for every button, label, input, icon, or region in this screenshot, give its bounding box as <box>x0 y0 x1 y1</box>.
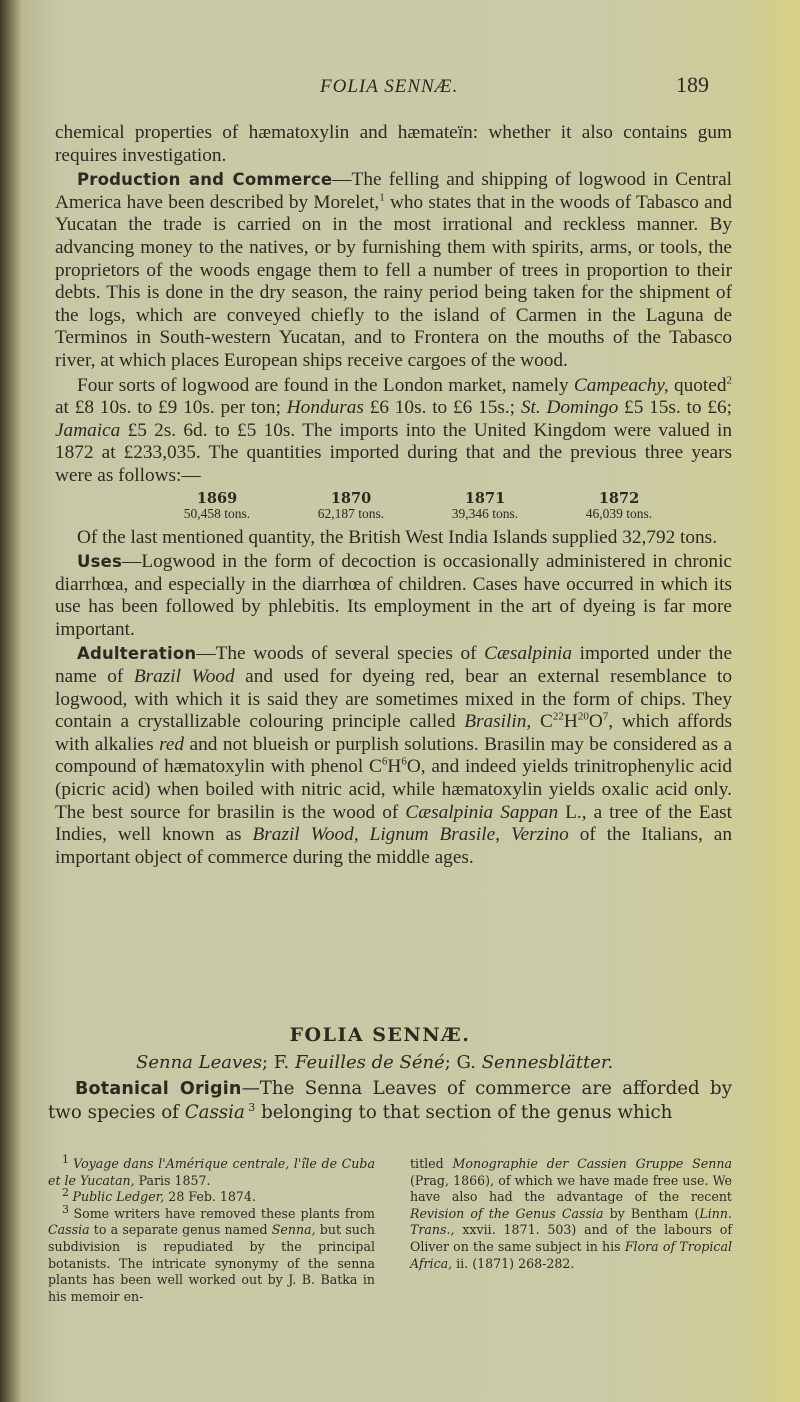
text-run: £6 10s. to £6 15s.; <box>363 397 521 419</box>
superscript: 20 <box>577 710 589 723</box>
paragraph <box>55 375 732 488</box>
run-in-heading: Botanical Origin <box>75 1079 242 1099</box>
superscript: 2 <box>62 1186 73 1199</box>
text-run: 28 Feb. 1874. <box>164 1189 256 1205</box>
superscript: 22 <box>552 710 564 723</box>
text-run: imported under the name of <box>55 643 732 688</box>
superscript: 6 <box>401 756 407 769</box>
text-run: O <box>588 711 603 733</box>
paragraph <box>55 169 732 372</box>
running-head-title: FOLIA SENNÆ. <box>320 76 459 97</box>
footnote <box>48 1186 375 1206</box>
italic-text: Flora of Tropical Africa, <box>410 1238 732 1271</box>
year-header: 1869 <box>196 489 238 507</box>
page-number: 189 <box>676 72 709 97</box>
footnote <box>410 1156 732 1272</box>
section-heading: FOLIA SENNÆ. <box>289 1024 471 1046</box>
italic-text: Jamaica <box>55 419 121 441</box>
text-run: (Prag, 1866), of which we have made free use. We have also had the advantage of the recent <box>410 1172 732 1205</box>
italic-text: Cassia <box>184 1102 245 1123</box>
paragraph <box>55 643 732 869</box>
paragraph <box>55 527 732 550</box>
italic-text: Voyage dans l'Amérique centrale, l'île de Cuba et le Yucatan, <box>48 1156 375 1188</box>
quantity-cell: 62,187 tons. <box>317 505 385 521</box>
italic-text: Senna Leaves <box>136 1052 263 1073</box>
botanical-origin-paragraph <box>48 1077 732 1124</box>
text-run: chemical properties of hæmatoxylin and hæmateïn: whether it also contains gum requires investigation. <box>55 122 732 166</box>
text-run: and used for dyeing red, bear an external resemblance to logwood, with which it is said they are sometimes mixed in the form of chips. They contain a crystallizable colouring principle called <box>55 666 732 733</box>
superscript: 7 <box>602 710 609 723</box>
italic-text: Feuilles de Séné <box>294 1052 445 1073</box>
quantity-cell: 39,346 tons. <box>451 505 519 521</box>
text-run: H <box>387 756 402 778</box>
text-run: of the Italians, an important object of commerce during the middle ages. <box>55 824 733 868</box>
text-run: Paris 1857. <box>134 1172 211 1188</box>
text-run: ; F. <box>262 1052 295 1073</box>
text-run: —The felling and shipping of logwood in Central America have been described by Morelet, <box>55 169 732 213</box>
text-run: titled <box>410 1156 453 1171</box>
text-run: quoted <box>668 374 727 396</box>
text-run: Of the last mentioned quantity, the British West India Islands supplied 32,792 tons. <box>77 526 718 548</box>
running-head <box>0 68 800 98</box>
synonyms-line <box>136 1052 732 1073</box>
year-header: 1871 <box>464 489 506 507</box>
superscript: 1 <box>379 191 385 204</box>
text-run: Four sorts of logwood are found in the London market, namely <box>77 374 574 396</box>
logwood-section-body <box>55 122 732 871</box>
italic-text: Brazil Wood, Lignum Brasile, Verzino <box>252 824 569 846</box>
superscript: 3 <box>62 1202 74 1216</box>
footnote <box>48 1152 375 1189</box>
imports-table <box>150 491 686 521</box>
text-run: to a separate genus named <box>89 1222 272 1238</box>
run-in-heading: Adulteration <box>77 644 197 664</box>
folia-sennae-section <box>48 1024 732 1124</box>
text-run: ; G. <box>444 1052 482 1073</box>
italic-text: Brazil Wood <box>133 666 235 688</box>
text-run: at £8 10s. to £9 10s. per ton; <box>55 397 287 419</box>
year-header: 1872 <box>598 489 640 507</box>
text-run: C <box>531 711 553 733</box>
paragraph <box>55 551 732 641</box>
text-run: L., a tree of the East Indies, well known as <box>55 801 732 846</box>
text-run: but such subdivision is repudiated by the principal botanists. The intricate synonymy of the senna plants has been well worked out by J. B. Batka in his memoir en- <box>48 1222 375 1304</box>
italic-text: Campeachy, <box>573 374 669 396</box>
italic-text: red <box>159 733 185 755</box>
text-run: —The Senna Leaves of commerce are afforded by two species of <box>48 1078 732 1123</box>
paragraph <box>55 122 732 167</box>
italic-text: Senna, <box>271 1222 316 1238</box>
text-run: by Bentham ( <box>603 1205 700 1221</box>
run-in-heading: Uses <box>77 552 123 572</box>
italic-text: Public Ledger, <box>72 1189 165 1205</box>
italic-text: Revision of the Genus Cassia <box>410 1205 604 1221</box>
superscript: 2 <box>726 374 732 387</box>
quantity-cell: 46,039 tons. <box>585 505 653 521</box>
superscript: 1 <box>62 1152 74 1166</box>
italic-text: Brasilin, <box>464 711 532 733</box>
italic-text: Cæsalpinia <box>484 643 573 665</box>
text-run: ii. (1871) 268-282. <box>452 1255 575 1271</box>
italic-text: Cassia <box>48 1222 90 1238</box>
footnotes-left-column <box>48 1152 375 1305</box>
text-run: H <box>563 711 578 733</box>
italic-text: Linn. Trans., <box>410 1205 732 1238</box>
footnote <box>48 1202 375 1306</box>
italic-text: St. Domingo <box>520 397 619 419</box>
text-run: xxvii. 1871. 503) and of the labours of Oliver on the same subject in his <box>410 1222 732 1254</box>
text-run: —Logwood in the form of decoction is occasionally administered in chronic diarrhœa, and especially in the diarrhœa of children. Cases have occurred in which its use has been followed by phlebitis. Its employment in the art of dyeing is far more important. <box>55 551 732 640</box>
text-run: O, and indeed yields trinitrophenylic acid (picric acid) when boiled with nitric acid, while hæmatoxylin yields oxalic acid only. The best source for brasilin is the wood of <box>55 756 732 823</box>
text-run: and not blueish or purplish solutions. Brasilin may be considered as a compound of hæmatoxylin with phenol C <box>55 733 732 778</box>
footnotes-right-column <box>410 1156 732 1272</box>
text-run: , which affords with alkalies <box>55 711 733 755</box>
italic-text: Cæsalpinia Sappan <box>405 801 559 823</box>
superscript: 3 <box>244 1100 256 1114</box>
italic-text: Sennesblätter. <box>481 1052 614 1073</box>
text-run: who states that in the woods of Tabasco and Yucatan the trade is carried on in the most irrational and reckless manner. By advancing money to the natives, or by furnishing them with spirits, arms, or tools, the proprietors of the woods engage them to fell a number of trees in proportion to their debts. This is done in the dry season, the rainy period being taken for the shipment of the logs, which are conveyed chiefly to the island of Carmen in the Laguna de Terminos in South-western Yucatan, and to Frontera on the mouths of the Tabasco river, at which places European ships receive cargoes of the wood. <box>55 191 732 371</box>
text-run: £5 15s. to £6; <box>618 397 732 419</box>
text-run: belonging to that section of the genus which <box>255 1102 673 1123</box>
quantity-cell: 50,458 tons. <box>183 505 251 521</box>
year-header: 1870 <box>330 489 372 507</box>
italic-text: Honduras <box>286 397 364 419</box>
text-run: £5 2s. 6d. to £5 10s. The imports into the United Kingdom were valued in 1872 at £233,035. The quantities imported during that and the previous three years were as follows:— <box>55 419 732 486</box>
italic-text: Monographie der Cassien Gruppe Senna <box>452 1156 732 1171</box>
run-in-heading: Production and Commerce <box>77 170 333 190</box>
text-run: —The woods of several species of <box>196 643 485 665</box>
superscript: 6 <box>381 756 388 769</box>
text-run: Some writers have removed these plants from <box>73 1205 375 1221</box>
